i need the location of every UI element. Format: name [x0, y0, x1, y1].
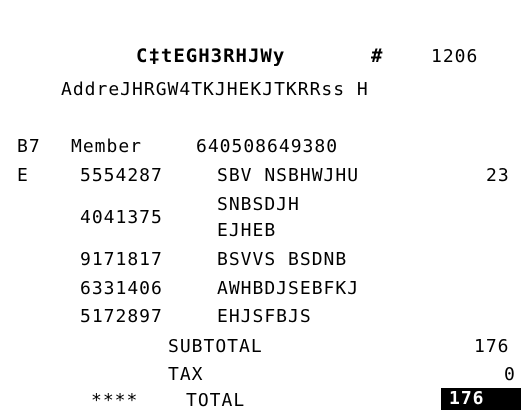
total-label: TOTAL	[186, 390, 246, 411]
item-description-line1: SNBSDJH	[217, 194, 300, 215]
store-symbol: #	[371, 45, 384, 67]
subtotal-value: 176	[474, 336, 510, 357]
member-prefix: B7	[17, 136, 41, 157]
item-description: AWHBDJSEBFKJ	[217, 278, 360, 299]
item-code: 5554287	[80, 165, 163, 186]
subtotal-label: SUBTOTAL	[168, 336, 263, 357]
item-description: BSVVS BSDNB	[217, 249, 348, 270]
member-label: Member	[71, 136, 143, 157]
tax-label: TAX	[168, 364, 204, 385]
item-flag: E	[17, 165, 29, 186]
item-price: 23	[486, 165, 510, 186]
store-name: C‡tEGH3RHJWy	[136, 45, 286, 67]
member-number: 640508649380	[196, 136, 339, 157]
item-description: EHJSFBJS	[217, 306, 312, 327]
store-address: AddreJHRGW4TKJHEKJTKRRss H	[61, 79, 369, 100]
item-description-line2: EJHEB	[217, 220, 277, 241]
store-number: 1206	[431, 46, 479, 67]
item-code: 4041375	[80, 207, 163, 228]
item-description: SBV NSBHWJHU	[217, 165, 360, 186]
total-value: 176	[441, 388, 521, 410]
item-code: 6331406	[80, 278, 163, 299]
item-code: 5172897	[80, 306, 163, 327]
tax-value: 0	[504, 364, 516, 385]
item-code: 9171817	[80, 249, 163, 270]
total-stars: ****	[91, 390, 139, 411]
